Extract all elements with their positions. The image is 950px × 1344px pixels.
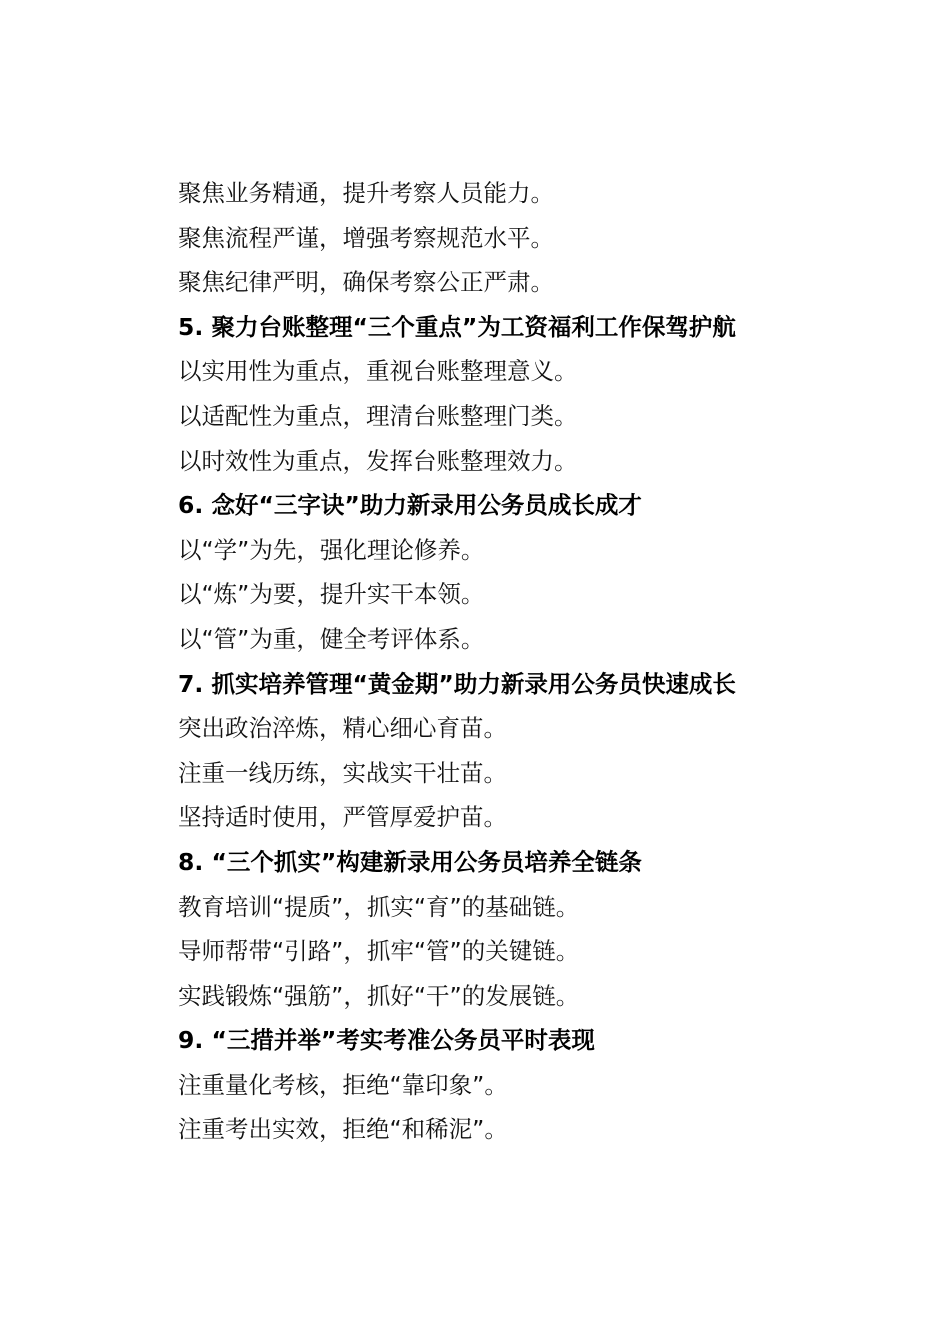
list-item: 以实用性为重点，重视台账整理意义。 <box>178 357 578 386</box>
list-item: 聚焦流程严谨，增强考察规范水平。 <box>178 223 554 252</box>
document-body <box>178 171 878 1152</box>
section-heading-9: 9. “三措并举”考实考准公务员平时表现 <box>178 1026 595 1055</box>
list-item: 导师帮带“引路”，抓牢“管”的关键链。 <box>178 937 580 966</box>
section-heading-5: 5. 聚力台账整理“三个重点”为工资福利工作保驾护航 <box>178 312 736 341</box>
list-item: 实践锻炼“强筋”，抓好“干”的发展链。 <box>178 981 580 1010</box>
list-item: 聚焦纪律严明，确保考察公正严肃。 <box>178 268 554 297</box>
list-item: 以“学”为先，强化理论修养。 <box>178 535 485 564</box>
list-item: 注重一线历练，实战实干壮苗。 <box>178 758 507 787</box>
list-item: 以“管”为重，健全考评体系。 <box>178 624 485 653</box>
list-item: 聚焦业务精通，提升考察人员能力。 <box>178 179 554 207</box>
list-item: 注重量化考核，拒绝“靠印象”。 <box>178 1070 508 1099</box>
list-item: 教育培训“提质”，抓实“育”的基础链。 <box>178 892 580 921</box>
list-item: 以“炼”为要，提升实干本领。 <box>178 580 485 609</box>
section-heading-6: 6. 念好“三字诀”助力新录用公务员成长成才 <box>178 491 642 520</box>
list-item: 以时效性为重点，发挥台账整理效力。 <box>178 446 578 475</box>
list-item: 坚持适时使用，严管厚爱护苗。 <box>178 803 507 832</box>
list-item: 以适配性为重点，理清台账整理门类。 <box>178 401 578 430</box>
list-item: 突出政治淬炼，精心细心育苗。 <box>178 714 507 743</box>
section-heading-7: 7. 抓实培养管理“黄金期”助力新录用公务员快速成长 <box>178 669 736 698</box>
section-heading-8: 8. “三个抓实”构建新录用公务员培养全链条 <box>178 847 642 876</box>
list-item: 注重考出实效，拒绝“和稀泥”。 <box>178 1115 508 1144</box>
